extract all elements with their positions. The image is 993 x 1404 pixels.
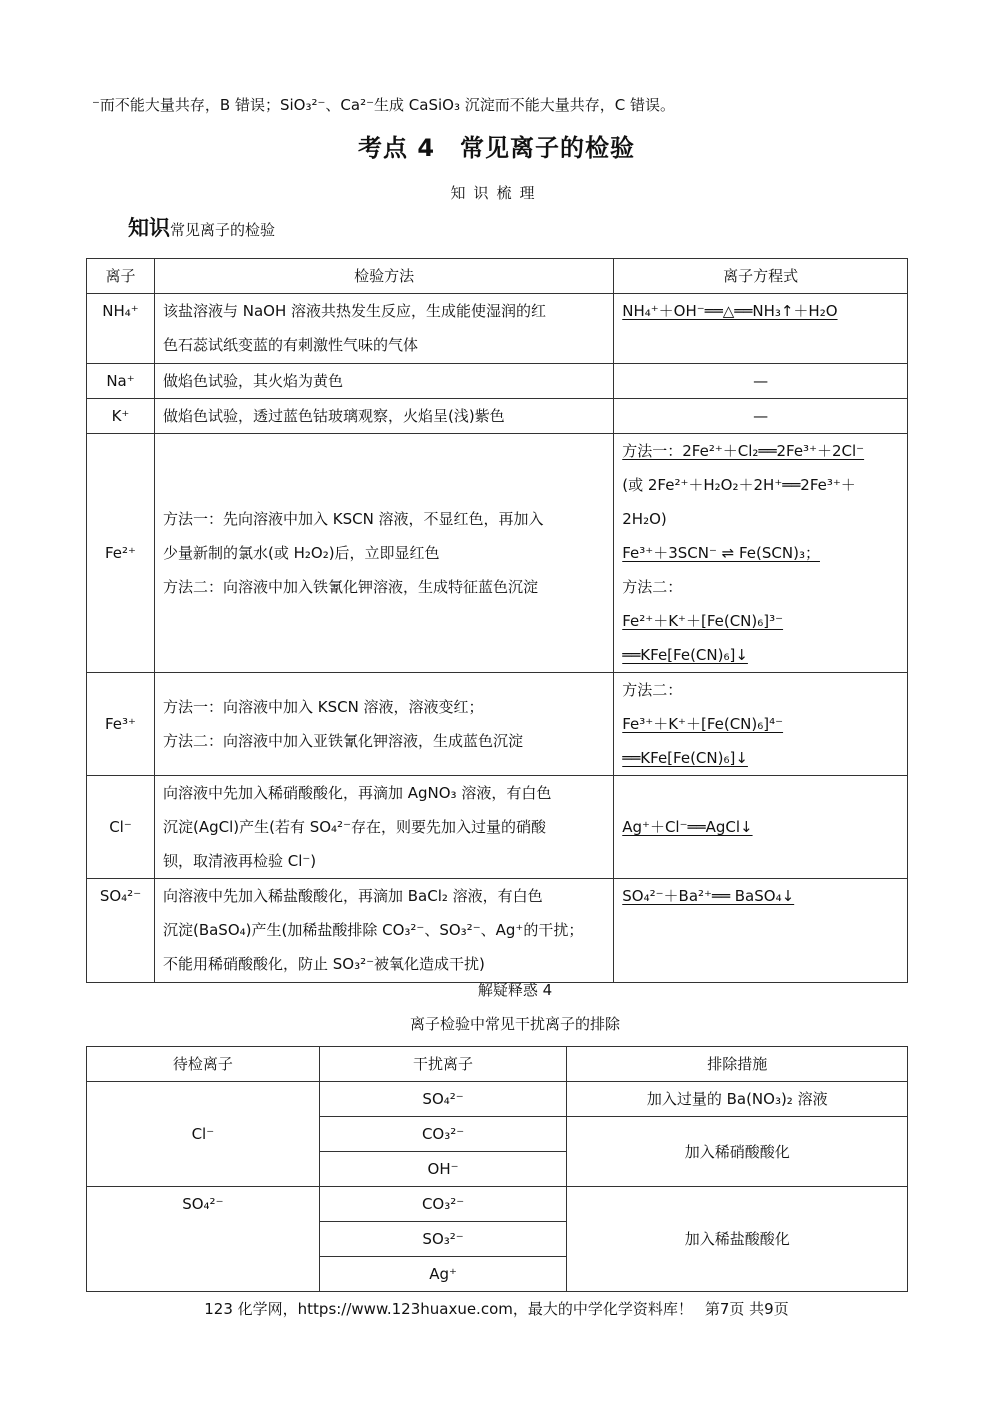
table-row [87, 434, 908, 673]
method-line: 沉淀(BaSO₄)产生(加稀盐酸排除 CO₃²⁻、SO₃²⁻、Ag⁺的干扰； [162, 921, 584, 939]
method-line: 方法二：向溶液中加入铁氰化钾溶液，生成特征蓝色沉淀 [162, 578, 538, 596]
method-cell [154, 434, 613, 673]
ion-cell: Cl⁻ [87, 776, 155, 879]
interfering-ion-cell: SO₄²⁻ [319, 1082, 567, 1117]
equation-line: ══KFe[Fe(CN)₆]↓ [622, 646, 748, 664]
method-cell [154, 673, 613, 776]
method-line: 做焰色试验，其火焰为黄色 [162, 372, 343, 390]
interfering-ion-cell: Ag⁺ [319, 1257, 567, 1292]
table-row [87, 1187, 908, 1222]
knowledge-title: 常见离子的检验 [170, 221, 276, 239]
method-cell [154, 879, 613, 983]
table-row [87, 776, 908, 879]
table-row [87, 673, 908, 776]
resolve-subtitle: 离子检验中常见干扰离子的排除 [409, 1015, 620, 1033]
table-header-row [87, 259, 908, 294]
equation-line: 方法二： [622, 578, 683, 596]
method-line: 该盐溶液与 NaOH 溶液共热发生反应，生成能使湿润的红 [162, 302, 547, 320]
method-line: 不能用稀硝酸酸化，防止 SO₃²⁻被氧化造成干扰) [162, 955, 485, 973]
interference-table [86, 1046, 908, 1292]
equation-cell [614, 399, 908, 434]
ion-cell: Fe²⁺ [87, 434, 155, 673]
equation-line: (或 2Fe²⁺＋H₂O₂＋2H⁺══2Fe³⁺＋ [622, 476, 856, 494]
section-title: 考点 4 常见离子的检验 [357, 134, 636, 162]
method-line: 向溶液中先加入稀盐酸酸化，再滴加 BaCl₂ 溶液，有白色 [162, 887, 543, 905]
equation-line: 2H₂O) [622, 510, 667, 528]
header-measure: 排除措施 [567, 1047, 908, 1082]
equation-cell [614, 294, 908, 364]
method-line: 方法二：向溶液中加入亚铁氰化钾溶液，生成蓝色沉淀 [162, 732, 523, 750]
interfering-ion-cell: CO₃²⁻ [319, 1187, 567, 1222]
equation-line: Fe³⁺＋K⁺＋[Fe(CN)₆]⁴⁻ [622, 715, 784, 733]
ion-cell: Na⁺ [87, 364, 155, 399]
page-footer [0, 1298, 993, 1319]
method-line: 方法一：先向溶液中加入 KSCN 溶液，不显红色，再加入 [162, 510, 544, 528]
measure-cell: 加入稀盐酸酸化 [567, 1187, 908, 1292]
header-equation: 离子方程式 [614, 259, 908, 294]
method-cell [154, 364, 613, 399]
method-line: 色石蕊试纸变蓝的有刺激性气味的气体 [162, 336, 418, 354]
table-row [87, 364, 908, 399]
footer-site: 123 化学网，https://www.123huaxue.com，最大的中学化学资料库！ [204, 1300, 693, 1318]
header-interfering-ion: 干扰离子 [319, 1047, 567, 1082]
method-line: 方法一：向溶液中加入 KSCN 溶液，溶液变红； [162, 698, 484, 716]
ion-cell: NH₄⁺ [87, 294, 155, 364]
equation-cell [614, 434, 908, 673]
ion-cell: Fe³⁺ [87, 673, 155, 776]
equation-line: — [753, 407, 769, 425]
ion-cell: SO₄²⁻ [87, 879, 155, 983]
method-line: 做焰色试验，透过蓝色钴玻璃观察，火焰呈(浅)紫色 [162, 407, 505, 425]
knowledge-heading [128, 212, 275, 242]
target-ion-cell: Cl⁻ [87, 1082, 320, 1187]
method-cell [154, 399, 613, 434]
equation-line: ══KFe[Fe(CN)₆]↓ [622, 749, 748, 767]
table-row [87, 399, 908, 434]
method-cell [154, 776, 613, 879]
section-subtitle: 知识梳理 [450, 184, 543, 202]
interfering-ion-cell: OH⁻ [319, 1152, 567, 1187]
target-ion-cell: SO₄²⁻ [87, 1187, 320, 1292]
equation-line: — [753, 372, 769, 390]
method-cell [154, 294, 613, 364]
equation-cell [614, 364, 908, 399]
measure-cell: 加入稀硝酸酸化 [567, 1117, 908, 1187]
equation-line: Fe²⁺＋K⁺＋[Fe(CN)₆]³⁻ [622, 612, 784, 630]
method-line: 向溶液中先加入稀硝酸酸化，再滴加 AgNO₃ 溶液，有白色 [162, 784, 552, 802]
ion-cell: K⁺ [87, 399, 155, 434]
intro-text: ⁻而不能大量共存，B 错误；SiO₃²⁻、Ca²⁻生成 CaSiO₃ 沉淀而不能大量共存，C 错误。 [92, 96, 675, 114]
equation-line: NH₄⁺＋OH⁻══△══NH₃↑＋H₂O [622, 302, 838, 320]
equation-line: Fe³⁺＋3SCN⁻ ⇌ Fe(SCN)₃； [622, 544, 820, 562]
equation-line: 方法二： [622, 681, 683, 699]
equation-line: Ag⁺＋Cl⁻══AgCl↓ [622, 818, 753, 836]
table-row [87, 1082, 908, 1117]
method-line: 少量新制的氯水(或 H₂O₂)后，立即显红色 [162, 544, 440, 562]
equation-cell [614, 776, 908, 879]
header-method: 检验方法 [154, 259, 613, 294]
interfering-ion-cell: CO₃²⁻ [319, 1117, 567, 1152]
ion-test-table [86, 258, 908, 983]
equation-cell [614, 879, 908, 983]
header-ion: 离子 [87, 259, 155, 294]
resolve-title: 解疑释惑 4 [477, 981, 553, 999]
equation-cell [614, 673, 908, 776]
measure-cell: 加入过量的 Ba(NO₃)₂ 溶液 [567, 1082, 908, 1117]
method-line: 钡，取清液再检验 Cl⁻) [162, 852, 317, 870]
footer-page: 第7页 共9页 [704, 1300, 789, 1318]
equation-line: 方法一：2Fe²⁺＋Cl₂══2Fe³⁺＋2Cl⁻ [622, 442, 865, 460]
equation-line: SO₄²⁻＋Ba²⁺══ BaSO₄↓ [622, 887, 795, 905]
table-header-row [87, 1047, 908, 1082]
table-row [87, 294, 908, 364]
header-target-ion: 待检离子 [87, 1047, 320, 1082]
table-row [87, 879, 908, 983]
interfering-ion-cell: SO₃²⁻ [319, 1222, 567, 1257]
method-line: 沉淀(AgCl)产生(若有 SO₄²⁻存在，则要先加入过量的硝酸 [162, 818, 546, 836]
knowledge-tag: 知识 [128, 216, 170, 240]
